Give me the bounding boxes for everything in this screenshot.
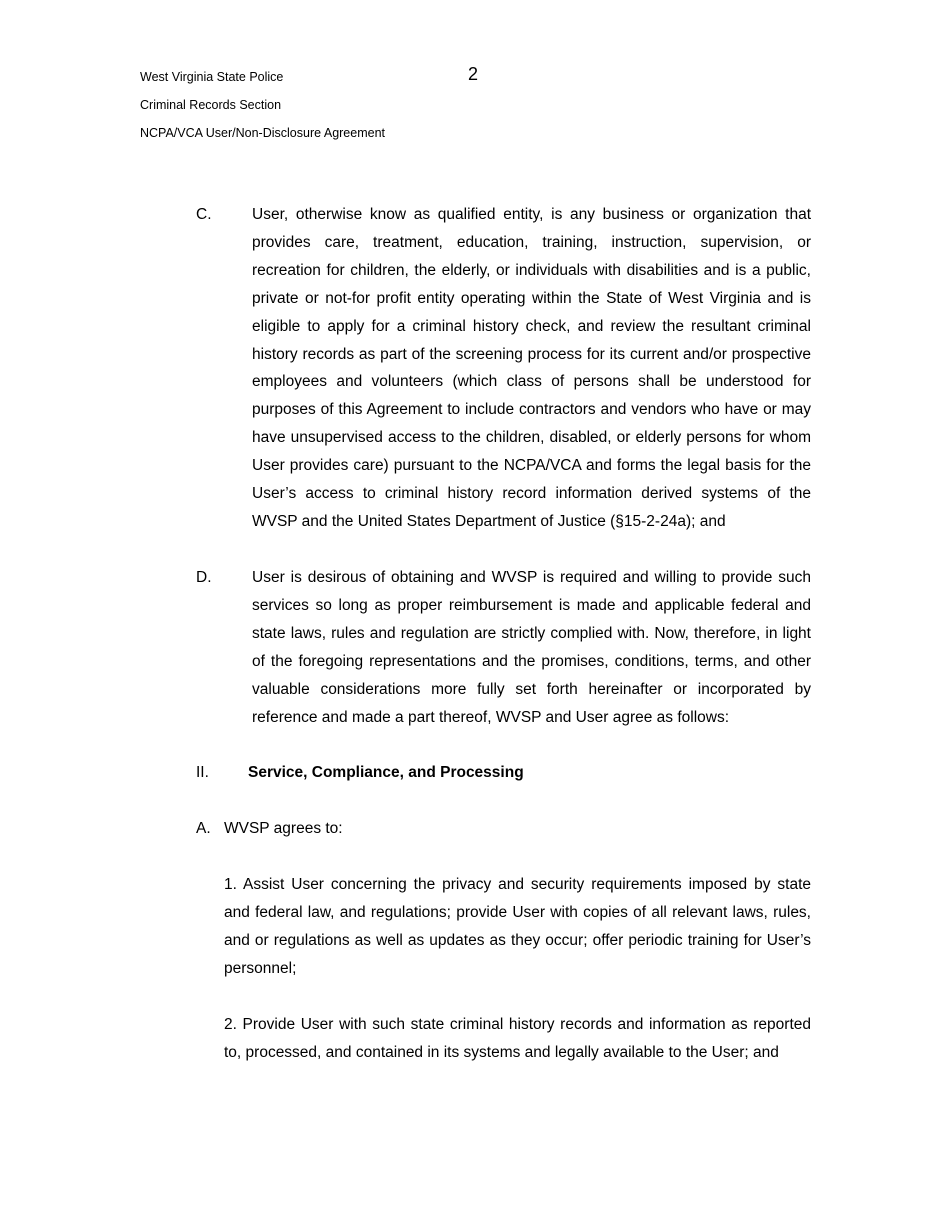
item-a-text: WVSP agrees to:: [224, 820, 343, 837]
item-d-text: User is desirous of obtaining and WVSP is required and willing to provide such services so long as proper reimbursement is made and applicable federal and state laws, rules and regulation are strictly complied with. Now, therefore, in light of the foregoing representations and the promises, conditions, terms, and other valuable considerations more fully set forth hereinafter or incorporated by reference and made a part thereof, WVSP and User agree as follows:: [252, 569, 811, 726]
header-section: Criminal Records Section: [140, 98, 282, 112]
section-ii-title: Service, Compliance, and Processing: [248, 764, 524, 781]
item-c-text: User, otherwise know as qualified entity, is any business or organization that provides care, treatment, education, training, instruction, supervision, or recreation for children, the elderly, or individuals with disabilities and is a public, private or not-for profit entity operating within the State of West Virginia and is eligible to apply for a criminal history check, and review the resultant criminal history records as part of the screening process for its current and/or prospective employees and volunteers (which class of persons shall be understood for purposes of this Agreement to include contractors and vendors who have or may have unsupervised access to the children, disabled, or elderly persons for whom User provides care) pursuant to the NCPA/VCA and forms the legal basis for the User’s access to criminal history record information derived systems of the WVSP and the United States Department of Justice (§15-2-24a); and: [252, 206, 811, 530]
item-c-marker: C.: [196, 206, 212, 223]
item-d-marker: D.: [196, 569, 212, 586]
item-a-marker: A.: [196, 820, 211, 837]
header-organization: West Virginia State Police: [140, 70, 284, 84]
section-ii-marker: II.: [196, 764, 209, 781]
item-a-subitem-1: 1. Assist User concerning the privacy and security requirements imposed by state and federal law, and regulations; provide User with copies of all relevant laws, rules, and or regulations as well as updates as they occur; offer periodic training for User’s personnel;: [224, 876, 811, 977]
header-document-title: NCPA/VCA User/Non-Disclosure Agreement: [140, 126, 385, 140]
page-number: 2: [468, 64, 479, 84]
item-a-subitem-2: 2. Provide User with such state criminal history records and information as reported to, processed, and contained in its systems and legally available to the User; and: [224, 1016, 811, 1061]
